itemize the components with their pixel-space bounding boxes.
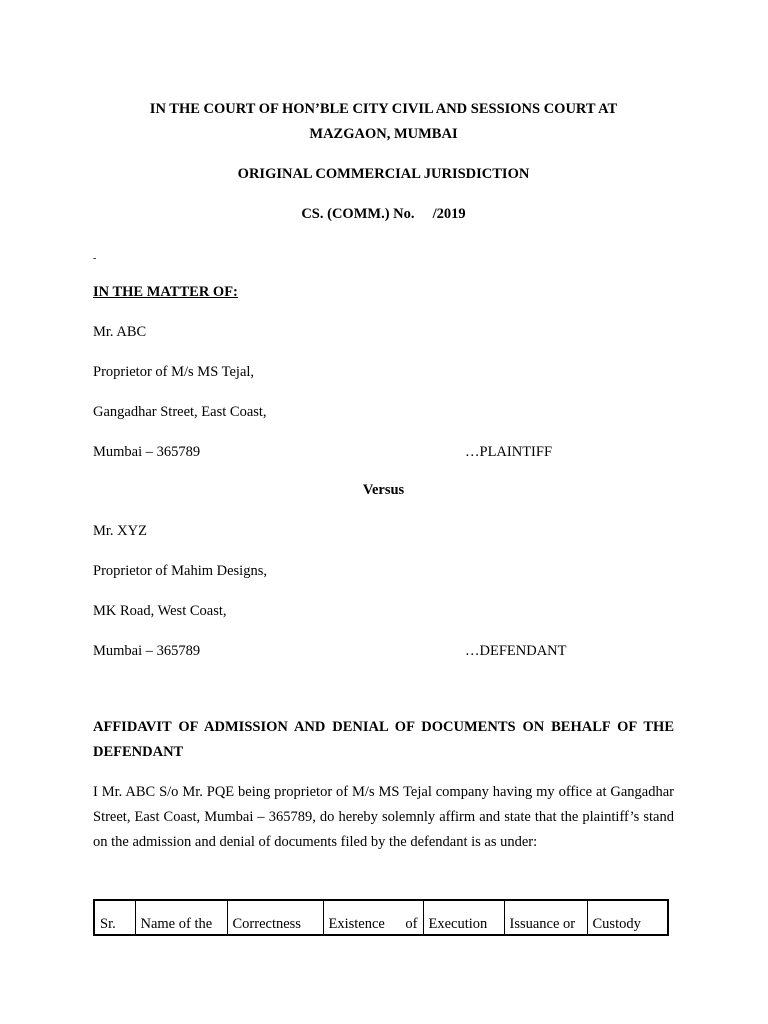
defendant-city: Mumbai – 365789 (93, 643, 201, 659)
court-title-line1: IN THE COURT OF HON’BLE CITY CIVIL AND SESSIONS COURT AT (149, 101, 618, 117)
plaintiff-firm: Proprietor of M/s MS Tejal, (93, 364, 255, 380)
plaintiff-city: Mumbai – 365789 (93, 444, 201, 460)
defendant-firm: Proprietor of Mahim Designs, (93, 563, 267, 579)
defendant-role: …DEFENDANT (465, 643, 567, 659)
col-existence-of: Existence of (323, 900, 423, 935)
col-correctness: Correctness (227, 900, 323, 935)
versus-label: Versus (362, 482, 405, 498)
defendant-street: MK Road, West Coast, (93, 603, 227, 619)
jurisdiction-heading: ORIGINAL COMMERCIAL JURISDICTION (237, 166, 530, 182)
col-execution: Execution (423, 900, 504, 935)
table-header-row (94, 900, 668, 935)
matter-heading: IN THE MATTER OF: (93, 284, 238, 300)
plaintiff-street: Gangadhar Street, East Coast, (93, 404, 267, 420)
plaintiff-name: Mr. ABC (93, 324, 147, 340)
col-custody: Custody (587, 900, 668, 935)
stray-marker: - (93, 253, 97, 264)
col-name-of-the: Name of the (135, 900, 227, 935)
col-issuance-or: Issuance or (504, 900, 587, 935)
documents-table (93, 899, 669, 936)
defendant-name: Mr. XYZ (93, 523, 147, 539)
case-number: CS. (COMM.) No. /2019 (301, 206, 466, 222)
plaintiff-role: …PLAINTIFF (465, 444, 553, 460)
document-page (93, 0, 674, 1024)
court-title-line2: MAZGAON, MUMBAI (309, 126, 458, 142)
affidavit-body: I Mr. ABC S/o Mr. PQE being proprietor of M/s MS Tejal company having my office at Gangadhar Street, East Coast, Mumbai – 365789, do hereby solemnly affirm and state that the plaintiff’s stand on the admission and denial of documents filed by the defendant is as under: (93, 784, 674, 850)
affidavit-heading: AFFIDAVIT OF ADMISSION AND DENIAL OF DOCUMENTS ON BEHALF OF THE DEFENDANT (93, 719, 674, 760)
col-sr: Sr. (94, 900, 135, 935)
